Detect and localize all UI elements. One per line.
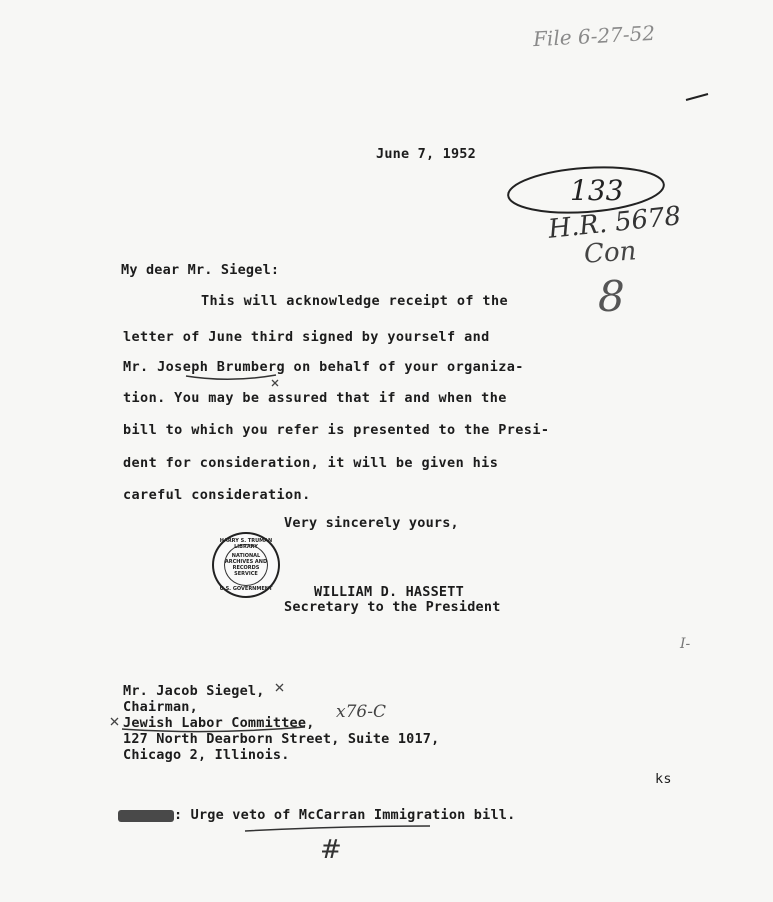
body-line: tion. You may be assured that if and when the [123,390,507,406]
recipient-line: 127 North Dearborn Street, Suite 1017, [123,731,440,747]
archive-stamp [212,532,280,598]
body-line: careful consideration. [123,487,311,503]
letter-date: June 7, 1952 [376,146,476,162]
con-note: Con [583,236,638,270]
redacted-label [118,810,174,822]
committee-code-note: x76-C [336,702,386,722]
signer-name: WILLIAM D. HASSETT [314,584,464,600]
body-line: letter of June third signed by yourself and [123,329,490,345]
typist-initials: ks [655,771,672,787]
signer-title: Secretary to the President [284,599,501,615]
recipient-line: Chicago 2, Illinois. [123,747,290,763]
closing: Very sincerely yours, [284,515,459,531]
body-line: Mr. Joseph Brumberg on behalf of your organiza- [123,359,524,375]
eight-note: 8 [598,272,625,321]
underline-subject [245,826,430,831]
body-line: dent for consideration, it will be given his [123,455,499,471]
recipient-line: Chairman, [123,699,198,715]
subject-line: : Urge veto of McCarran Immigration bill. [174,807,516,823]
x-mark-committee [111,718,118,725]
recipient-line: Mr. Jacob Siegel, [123,683,265,699]
body-line: This will acknowledge receipt of the [201,293,508,309]
stamp-text: RECORDS [232,565,260,571]
stamp-text: U.S. GOVERNMENT [219,586,273,592]
file-date-note: File 6-27-52 [532,20,656,52]
stamp-text: ARCHIVES AND [224,559,268,565]
hash-note: # [320,835,342,865]
x-mark-siegel [276,684,283,691]
side-mark: I- [680,636,691,652]
underline-brumberg [186,375,276,379]
check-mark [686,94,708,100]
circled-number: 133 [570,174,624,207]
salutation: My dear Mr. Siegel: [121,262,280,278]
bill-reference: H.R. 5678 [546,201,683,245]
body-line: bill to which you refer is presented to the Presi- [123,422,550,438]
stamp-text: HARRY S. TRUMAN LIBRARY [219,538,273,550]
stamp-text: SERVICE [234,571,258,577]
stamp-text: NATIONAL [231,553,261,559]
x-mark-brumberg [272,380,278,386]
recipient-line: Jewish Labor Committee, [123,715,315,731]
